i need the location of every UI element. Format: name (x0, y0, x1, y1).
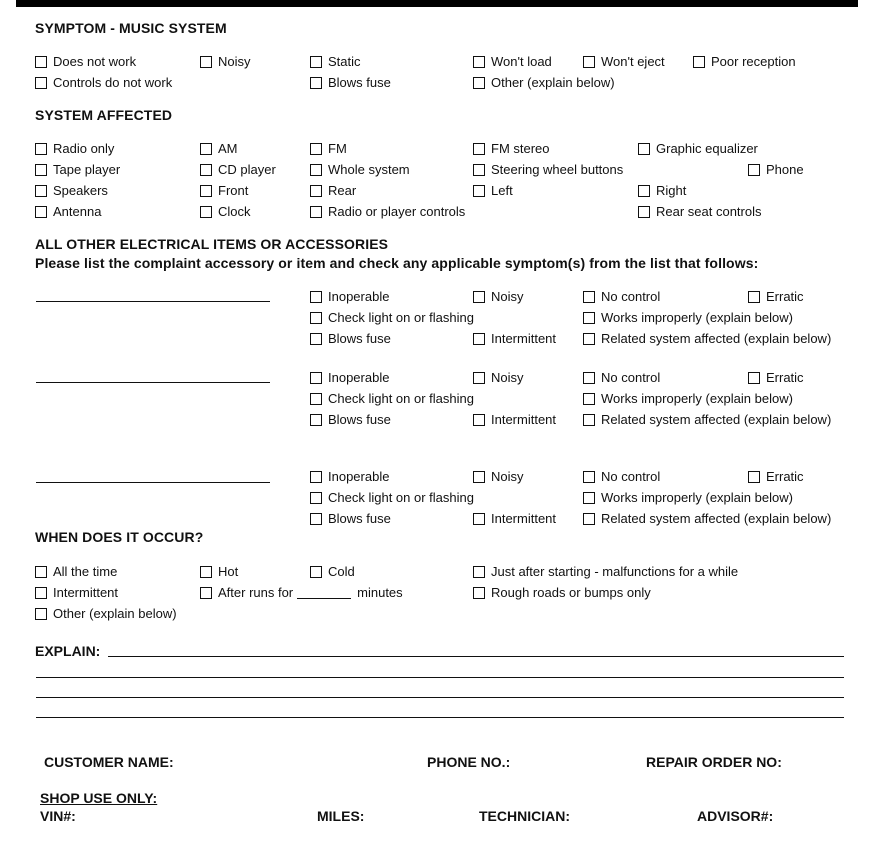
checkbox-erratic[interactable] (748, 370, 804, 385)
checkbox-label: Works improperly (explain below) (601, 391, 793, 406)
checkbox-icon (310, 164, 322, 176)
checkbox-label: Related system affected (explain below) (601, 331, 832, 346)
checkbox-no-control[interactable] (583, 289, 660, 304)
checkbox-icon (310, 185, 322, 197)
checkbox-no-control[interactable] (583, 469, 660, 484)
accessory-input-line-2[interactable] (36, 382, 270, 383)
checkbox-icon (473, 77, 485, 89)
checkbox-label: Won't eject (601, 54, 665, 69)
explain-line-1[interactable] (108, 656, 844, 657)
checkbox-icon (200, 587, 212, 599)
checkbox-label: Related system affected (explain below) (601, 412, 832, 427)
checkbox-icon (583, 513, 595, 525)
checkbox-other-explain-occur[interactable] (35, 606, 177, 621)
shop-use-only-heading: SHOP USE ONLY: (40, 790, 158, 806)
checkbox-icon (473, 414, 485, 426)
checkbox-graphic-equalizer[interactable] (638, 141, 758, 156)
checkbox-icon (583, 312, 595, 324)
checkbox-icon (35, 56, 47, 68)
checkbox-label: Erratic (766, 370, 804, 385)
checkbox-icon (583, 56, 595, 68)
explain-line-4[interactable] (36, 717, 844, 718)
checkbox-label: Hot (218, 564, 239, 579)
miles-label: MILES: (317, 808, 365, 824)
checkbox-label: No control (601, 289, 661, 304)
checkbox-check-light[interactable] (310, 310, 474, 325)
checkbox-label: Radio only (53, 141, 115, 156)
advisor-label: ADVISOR#: (697, 808, 774, 824)
checkbox-icon (473, 333, 485, 345)
checkbox-erratic[interactable] (748, 289, 804, 304)
checkbox-icon (310, 333, 322, 345)
checkbox-other-explain[interactable] (473, 75, 615, 90)
checkbox-icon (310, 312, 322, 324)
explain-line-2[interactable] (36, 677, 844, 678)
checkbox-label: CD player (218, 162, 276, 177)
checkbox-icon (473, 185, 485, 197)
checkbox-icon (583, 414, 595, 426)
checkbox-label: After runs for (218, 585, 294, 600)
checkbox-static[interactable] (310, 54, 361, 69)
checkbox-poor-reception[interactable] (693, 54, 796, 69)
checkbox-icon (473, 56, 485, 68)
checkbox-related-system[interactable] (583, 412, 831, 427)
checkbox-icon (473, 291, 485, 303)
checkbox-label: Noisy (491, 370, 524, 385)
checkbox-erratic[interactable] (748, 469, 804, 484)
checkbox-label: Noisy (491, 469, 524, 484)
technician-label: TECHNICIAN: (479, 808, 570, 824)
checkbox-label: Works improperly (explain below) (601, 490, 793, 505)
checkbox-no-control[interactable] (583, 370, 660, 385)
explain-label: EXPLAIN: (35, 643, 101, 659)
checkbox-front[interactable] (200, 183, 248, 198)
checkbox-radio-or-player-controls[interactable] (310, 204, 465, 219)
checkbox-wont-load[interactable] (473, 54, 552, 69)
checkbox-label: Clock (218, 204, 251, 219)
checkbox-label: Front (218, 183, 249, 198)
checkbox-icon (473, 143, 485, 155)
checkbox-works-improperly[interactable] (583, 310, 793, 325)
checkbox-inoperable[interactable] (310, 370, 389, 385)
checkbox-rough-roads[interactable] (473, 585, 651, 600)
checkbox-label: Static (328, 54, 361, 69)
section-heading-system-affected: SYSTEM AFFECTED (35, 107, 173, 123)
checkbox-right[interactable] (638, 183, 686, 198)
checkbox-label: Blows fuse (328, 412, 391, 427)
checkbox-label: Poor reception (711, 54, 796, 69)
checkbox-rear-seat-controls[interactable] (638, 204, 762, 219)
checkbox-radio-only[interactable] (35, 141, 114, 156)
checkbox-label: Does not work (53, 54, 137, 69)
checkbox-label: Phone (766, 162, 804, 177)
checkbox-icon (310, 414, 322, 426)
checkbox-icon (473, 513, 485, 525)
checkbox-all-the-time[interactable] (35, 564, 117, 579)
checkbox-icon (35, 566, 47, 578)
checkbox-icon (473, 566, 485, 578)
checkbox-icon (35, 206, 47, 218)
checkbox-icon (310, 393, 322, 405)
checkbox-icon (200, 185, 212, 197)
checkbox-icon (638, 185, 650, 197)
checkbox-icon (583, 492, 595, 504)
checkbox-after-runs-for[interactable] (200, 585, 403, 600)
checkbox-hot[interactable] (200, 564, 238, 579)
checkbox-label: No control (601, 469, 661, 484)
checkbox-am[interactable] (200, 141, 238, 156)
checkbox-label: Controls do not work (53, 75, 173, 90)
section-heading-other-electrical: ALL OTHER ELECTRICAL ITEMS OR ACCESSORIES (35, 236, 389, 252)
accessory-input-line-1[interactable] (36, 301, 270, 302)
checkbox-left[interactable] (473, 183, 513, 198)
checkbox-intermittent[interactable] (473, 412, 556, 427)
checkbox-label: Rough roads or bumps only (491, 585, 651, 600)
customer-name-label: CUSTOMER NAME: (44, 754, 174, 770)
section-heading-symptom-music: SYMPTOM - MUSIC SYSTEM (35, 20, 227, 36)
checkbox-speakers[interactable] (35, 183, 108, 198)
checkbox-label: All the time (53, 564, 118, 579)
checkbox-noisy[interactable] (200, 54, 251, 69)
checkbox-label: Antenna (53, 204, 102, 219)
checkbox-rear[interactable] (310, 183, 356, 198)
checkbox-icon (35, 185, 47, 197)
checkbox-label: Rear (328, 183, 357, 198)
minutes-label: minutes (357, 585, 403, 600)
checkbox-icon (693, 56, 705, 68)
checkbox-label: Other (explain below) (491, 75, 615, 90)
section-subheading-other-electrical: Please list the complaint accessory or item and check any applicable symptom(s) from the list that follows: (35, 255, 759, 271)
checkbox-icon (583, 471, 595, 483)
checkbox-related-system[interactable] (583, 331, 831, 346)
checkbox-label: Check light on or flashing (328, 490, 474, 505)
checkbox-check-light[interactable] (310, 490, 474, 505)
checkbox-label: Related system affected (explain below) (601, 511, 832, 526)
checkbox-label: No control (601, 370, 661, 385)
checkbox-icon (748, 372, 760, 384)
checkbox-icon (200, 164, 212, 176)
checkbox-icon (473, 587, 485, 599)
checkbox-label: Erratic (766, 469, 804, 484)
checkbox-icon (310, 56, 322, 68)
repair-order-label: REPAIR ORDER NO: (646, 754, 782, 770)
checkbox-icon (638, 143, 650, 155)
checkbox-icon (473, 372, 485, 384)
checkbox-label: Intermittent (491, 511, 557, 526)
checkbox-whole-system[interactable] (310, 162, 410, 177)
checkbox-icon (638, 206, 650, 218)
checkbox-just-after-starting[interactable] (473, 564, 738, 579)
checkbox-does-not-work[interactable] (35, 54, 136, 69)
checkbox-label: Check light on or flashing (328, 391, 474, 406)
checkbox-icon (310, 566, 322, 578)
checkbox-label: Speakers (53, 183, 108, 198)
checkbox-icon (310, 513, 322, 525)
checkbox-label: FM (328, 141, 347, 156)
checkbox-label: Tape player (53, 162, 121, 177)
checkbox-label: Radio or player controls (328, 204, 466, 219)
checkbox-label: FM stereo (491, 141, 550, 156)
checkbox-label: Intermittent (53, 585, 119, 600)
checkbox-label: Intermittent (491, 412, 557, 427)
checkbox-fm[interactable] (310, 141, 347, 156)
checkbox-label: Inoperable (328, 289, 390, 304)
checkbox-antenna[interactable] (35, 204, 101, 219)
checkbox-icon (473, 164, 485, 176)
checkbox-check-light[interactable] (310, 391, 474, 406)
checkbox-label: Noisy (218, 54, 251, 69)
checkbox-blows-fuse[interactable] (310, 511, 391, 526)
checkbox-label: Erratic (766, 289, 804, 304)
checkbox-controls-do-not-work[interactable] (35, 75, 172, 90)
checkbox-label: Blows fuse (328, 75, 391, 90)
checkbox-phone[interactable] (748, 162, 804, 177)
checkbox-inoperable[interactable] (310, 469, 389, 484)
checkbox-icon (748, 164, 760, 176)
checkbox-works-improperly[interactable] (583, 490, 793, 505)
checkbox-label: Works improperly (explain below) (601, 310, 793, 325)
checkbox-label: Rear seat controls (656, 204, 762, 219)
checkbox-noisy[interactable] (473, 370, 524, 385)
checkbox-label: Blows fuse (328, 331, 391, 346)
checkbox-label: Just after starting - malfunctions for a while (491, 564, 739, 579)
checkbox-label: Won't load (491, 54, 552, 69)
checkbox-noisy[interactable] (473, 289, 524, 304)
checkbox-icon (473, 471, 485, 483)
checkbox-label: Intermittent (491, 331, 557, 346)
checkbox-icon (310, 471, 322, 483)
checkbox-wont-eject[interactable] (583, 54, 665, 69)
checkbox-steering-wheel-buttons[interactable] (473, 162, 623, 177)
checkbox-icon (310, 206, 322, 218)
checkbox-blows-fuse[interactable] (310, 412, 391, 427)
checkbox-icon (200, 56, 212, 68)
checkbox-icon (748, 291, 760, 303)
checkbox-intermittent[interactable] (473, 511, 556, 526)
checkbox-label: Other (explain below) (53, 606, 177, 621)
checkbox-fm-stereo[interactable] (473, 141, 550, 156)
checkbox-label: Cold (328, 564, 355, 579)
checkbox-icon (35, 164, 47, 176)
checkbox-cd-player[interactable] (200, 162, 276, 177)
checkbox-label: Inoperable (328, 469, 390, 484)
section-heading-when-occur: WHEN DOES IT OCCUR? (35, 529, 204, 545)
phone-label: PHONE NO.: (427, 754, 511, 770)
checkbox-inoperable[interactable] (310, 289, 389, 304)
checkbox-icon (583, 333, 595, 345)
checkbox-icon (35, 608, 47, 620)
checkbox-noisy[interactable] (473, 469, 524, 484)
checkbox-label: Right (656, 183, 687, 198)
vin-label: VIN#: (40, 808, 76, 824)
checkbox-label: Noisy (491, 289, 524, 304)
checkbox-intermittent[interactable] (473, 331, 556, 346)
checkbox-tape-player[interactable] (35, 162, 120, 177)
checkbox-blows-fuse[interactable] (310, 331, 391, 346)
checkbox-icon (310, 77, 322, 89)
checkbox-label: Blows fuse (328, 511, 391, 526)
checkbox-icon (200, 206, 212, 218)
checkbox-label: Graphic equalizer (656, 141, 758, 156)
checkbox-icon (35, 587, 47, 599)
checkbox-icon (35, 77, 47, 89)
checkbox-icon (310, 372, 322, 384)
checkbox-icon (310, 291, 322, 303)
checkbox-label: Left (491, 183, 513, 198)
checkbox-icon (748, 471, 760, 483)
checkbox-intermittent-occur[interactable] (35, 585, 118, 600)
checkbox-icon (583, 291, 595, 303)
checkbox-label: Whole system (328, 162, 410, 177)
checkbox-label: AM (218, 141, 238, 156)
checkbox-cold[interactable] (310, 564, 355, 579)
checkbox-works-improperly[interactable] (583, 391, 793, 406)
explain-line-3[interactable] (36, 697, 844, 698)
checkbox-related-system[interactable] (583, 511, 831, 526)
top-rule (16, 0, 858, 7)
checkbox-label: Steering wheel buttons (491, 162, 624, 177)
checkbox-icon (35, 143, 47, 155)
checkbox-icon (200, 143, 212, 155)
checkbox-label: Inoperable (328, 370, 390, 385)
checkbox-label: Check light on or flashing (328, 310, 474, 325)
accessory-input-line-3[interactable] (36, 482, 270, 483)
checkbox-icon (310, 492, 322, 504)
checkbox-clock[interactable] (200, 204, 251, 219)
checkbox-icon (310, 143, 322, 155)
checkbox-icon (583, 372, 595, 384)
checkbox-icon (583, 393, 595, 405)
minutes-input-line[interactable] (297, 586, 351, 599)
checkbox-blows-fuse[interactable] (310, 75, 391, 90)
checkbox-icon (200, 566, 212, 578)
